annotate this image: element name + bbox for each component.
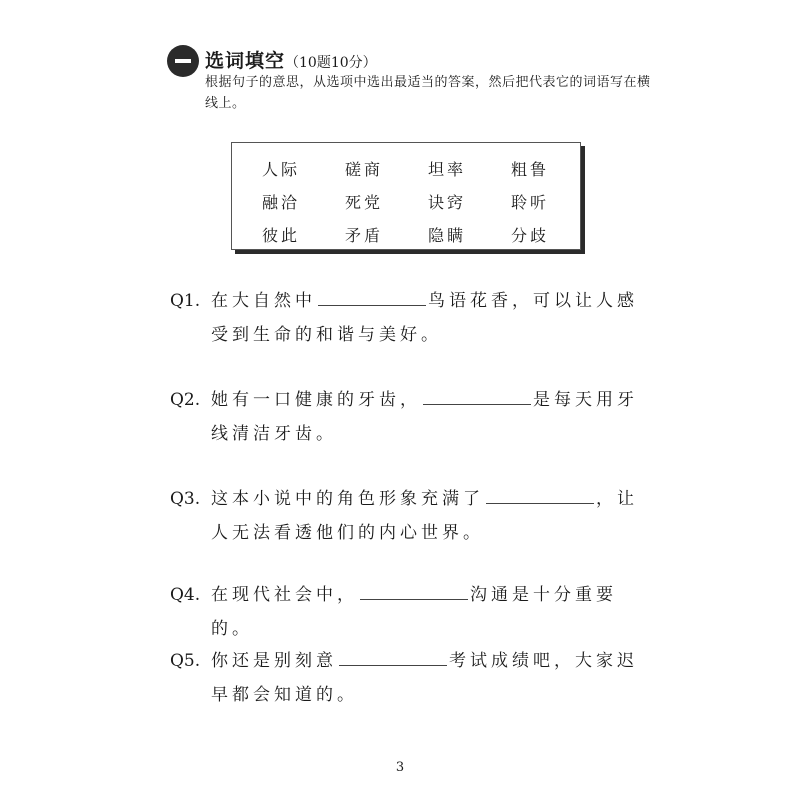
question-text-after: 鸟语花香，可以让人感受到生命的和谐与美好。 xyxy=(211,291,638,345)
word-bank-item: 分歧 xyxy=(511,226,550,245)
question-2 xyxy=(170,383,650,451)
word-bank-item: 坦率 xyxy=(428,160,467,179)
section-title: 选词填空（10题10分） xyxy=(205,50,377,72)
word-bank-item: 矛盾 xyxy=(345,226,384,245)
word-bank-item: 融洽 xyxy=(262,193,301,212)
question-3 xyxy=(170,482,650,550)
question-5 xyxy=(170,644,650,712)
word-bank-item: 人际 xyxy=(262,160,301,179)
word-bank-item: 诀窍 xyxy=(428,193,467,212)
question-text-after: ，让人无法看透他们的内心世界。 xyxy=(211,489,638,543)
question-text-before: 你还是别刻意 xyxy=(211,651,337,671)
word-bank-box xyxy=(231,142,581,250)
question-text-after: 沟通是十分重要的。 xyxy=(211,585,617,639)
question-number: Q3. xyxy=(170,489,201,509)
answer-blank-4[interactable] xyxy=(360,579,468,600)
question-text-after: 考试成绩吧，大家迟早都会知道的。 xyxy=(211,651,638,705)
question-text-before: 在现代社会中， xyxy=(211,585,358,605)
question-number: Q2. xyxy=(170,390,201,410)
question-text-before: 这本小说中的角色形象充满了 xyxy=(211,489,484,509)
word-bank-item: 粗鲁 xyxy=(511,160,550,179)
question-text-before: 她有一口健康的牙齿， xyxy=(211,390,421,410)
question-text-before: 在大自然中 xyxy=(211,291,316,311)
question-number: Q4. xyxy=(170,585,201,605)
answer-blank-3[interactable] xyxy=(486,483,594,504)
question-number: Q1. xyxy=(170,291,201,311)
answer-blank-2[interactable] xyxy=(423,384,531,405)
word-bank-item: 磋商 xyxy=(345,160,384,179)
section-number-badge xyxy=(167,45,199,77)
word-bank-item: 聆听 xyxy=(511,193,550,212)
answer-blank-1[interactable] xyxy=(318,285,426,306)
question-4 xyxy=(170,578,650,646)
word-bank-item: 隐瞒 xyxy=(428,226,467,245)
section-subtitle: （10题10分） xyxy=(285,55,377,71)
page-number: 3 xyxy=(395,760,405,775)
question-number: Q5. xyxy=(170,651,201,671)
answer-blank-5[interactable] xyxy=(339,645,447,666)
question-text-after: 是每天用牙线清洁牙齿。 xyxy=(211,390,638,444)
word-bank-item: 死党 xyxy=(345,193,384,212)
word-bank-item: 彼此 xyxy=(262,226,301,245)
instructions: 根据句子的意思，从选项中选出最适当的答案，然后把代表它的词语写在横线上。 xyxy=(205,75,651,111)
question-1 xyxy=(170,284,650,352)
